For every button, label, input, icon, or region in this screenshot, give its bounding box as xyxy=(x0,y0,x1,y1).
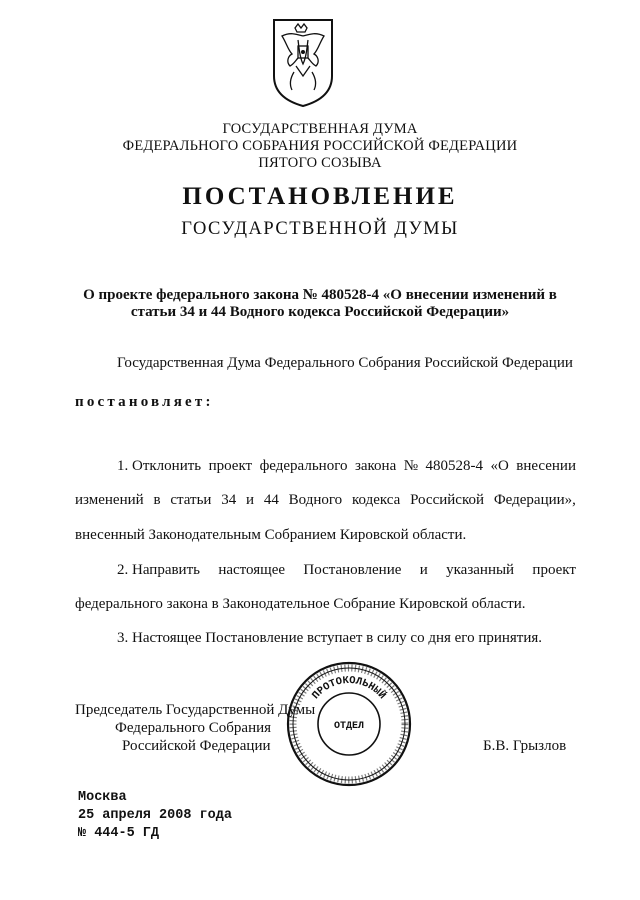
signature-line-3: Российской Федерации xyxy=(122,738,271,754)
word: Постановление xyxy=(303,562,402,578)
word: «О xyxy=(490,458,509,474)
footer-date: 25 апреля 2008 года xyxy=(78,808,232,823)
stamp-center-text: ОТДЕЛ xyxy=(333,721,365,732)
word: и xyxy=(246,492,255,508)
word: настоящее xyxy=(218,562,286,578)
signatory-name: Б.В. Грызлов xyxy=(483,738,567,754)
word: статьи xyxy=(170,492,212,508)
word: закона xyxy=(354,458,397,474)
stamp-arc-text: ПРОТОКОЛЬНЫЙ xyxy=(310,674,388,702)
word: 2. Направить xyxy=(117,562,200,578)
document-title: ПОСТАНОВЛЕНИЕ xyxy=(182,183,458,210)
header-line-1: ГОСУДАРСТВЕННАЯ ДУМА xyxy=(222,121,418,137)
word: указанный xyxy=(446,562,515,578)
official-stamp xyxy=(284,660,414,788)
preamble: Государственная Дума Федерального Собрания Российской Федерации xyxy=(117,355,573,371)
item-1-line-3: внесенный Законодательным Собранием Кировской области. xyxy=(75,527,467,543)
word: Водного xyxy=(288,492,343,508)
subject-line-1: О проекте федерального закона № 480528-4 «О внесении изменений в xyxy=(83,287,557,303)
word: Федерации», xyxy=(493,492,576,508)
footer-number: № 444-5 ГД xyxy=(78,826,160,841)
word: Российской xyxy=(410,492,485,508)
resolves-word: постановляет: xyxy=(75,394,214,410)
word: проект xyxy=(532,562,576,578)
word: кодекса xyxy=(351,492,401,508)
footer-city: Москва xyxy=(78,790,127,805)
word: внесении xyxy=(516,458,576,474)
word: в xyxy=(153,492,161,508)
word: 34 xyxy=(221,492,237,508)
item-2-line-1 xyxy=(117,562,576,579)
header-line-2: ФЕДЕРАЛЬНОГО СОБРАНИЯ РОССИЙСКОЙ ФЕДЕРАЦИИ xyxy=(122,138,518,154)
word: проект xyxy=(208,458,253,474)
word: федерального xyxy=(259,458,348,474)
header-line-3: ПЯТОГО СОЗЫВА xyxy=(258,155,382,171)
signature-line-2: Федерального Собрания xyxy=(115,720,272,736)
word: и xyxy=(419,562,428,578)
document-subtitle: ГОСУДАРСТВЕННОЙ ДУМЫ xyxy=(181,219,459,239)
word: № xyxy=(403,458,419,474)
item-2-line-2: федерального закона в Законодательное Собрание Кировской области. xyxy=(75,596,526,612)
word: 480528-4 xyxy=(425,458,483,474)
subject-line-2: статьи 34 и 44 Водного кодекса Российской Федерации» xyxy=(130,304,510,320)
item-3: 3. Настоящее Постановление вступает в силу со дня его принятия. xyxy=(117,630,543,646)
word: изменений xyxy=(75,492,144,508)
word: 44 xyxy=(263,492,279,508)
item-1-line-2 xyxy=(75,492,576,509)
word: 1. Отклонить xyxy=(117,458,202,474)
item-1-line-1 xyxy=(117,458,576,475)
signature-line-1: Председатель Государственной Думы xyxy=(75,702,316,718)
coat-of-arms-icon xyxy=(268,16,338,108)
